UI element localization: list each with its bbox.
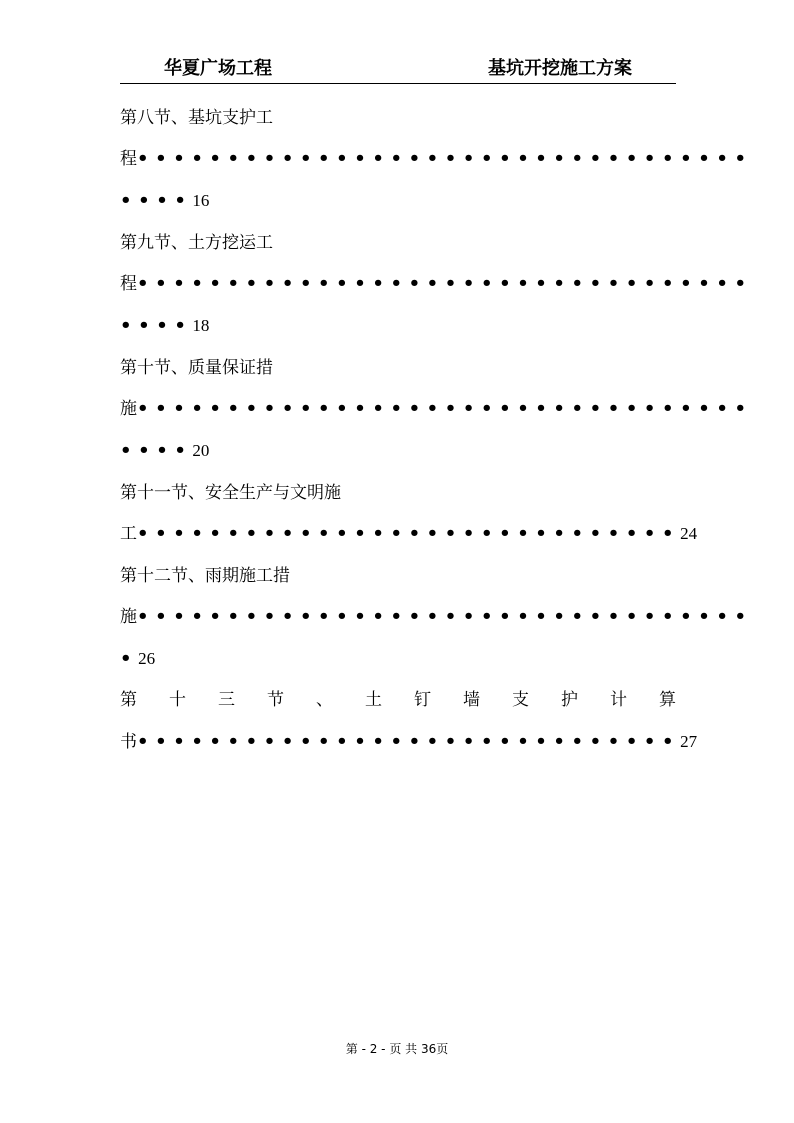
toc-entry-page-line[interactable] (120, 189, 209, 212)
dot-leader: •••••••••••••••••••••••••••••••••• (137, 147, 753, 169)
toc-entry-leader-line: 程•••••••••••••••••••••••••••••••••• (120, 272, 753, 294)
toc-entry-page-line[interactable] (120, 439, 209, 462)
toc-entry-title-justified (120, 689, 676, 711)
dot-leader: •••••••••••••••••••••••••••••••••• (137, 605, 753, 627)
toc-entry-title: 第十一节、安全生产与文明施 (120, 482, 341, 503)
toc-entry-title: 第十二节、雨期施工措 (120, 565, 290, 586)
title-char: 支 (512, 690, 529, 710)
title-char: 节 (267, 690, 284, 710)
running-header (120, 56, 676, 82)
page-footer: 第 - 2 - 页 共 36页 (345, 1042, 449, 1056)
toc-entry-title: 第十节、质量保证措 (120, 357, 273, 378)
dot-leader: •••••••••••••••••••••••••••••• (137, 730, 681, 752)
title-char: 护 (561, 690, 578, 710)
title-char: 算 (659, 690, 676, 710)
page-number: 16 (192, 190, 210, 210)
title-char: 十 (169, 690, 186, 710)
toc-entry-title: 第八节、基坑支护工 (120, 107, 273, 128)
dot-leader: •••••••••••••••••••••••••••••••••• (137, 272, 753, 294)
dot-leader: •••• (120, 314, 193, 336)
toc-entry-leader-line: 程•••••••••••••••••••••••••••••••••• (120, 147, 753, 169)
toc-entry-leader-line[interactable]: 书••••••••••••••••••••••••••••••27 (120, 730, 698, 752)
toc-entry-leader-line: 施•••••••••••••••••••••••••••••••••• (120, 397, 753, 419)
title-char: 第 (120, 690, 137, 710)
page-number: 27 (680, 731, 698, 751)
title-char: 、 (316, 690, 333, 710)
dot-leader: •••• (120, 189, 193, 211)
page-number: 26 (138, 648, 156, 668)
toc-entry-page-line[interactable] (120, 647, 155, 670)
header-rule (120, 83, 676, 84)
toc-entry-leader-line[interactable]: 工••••••••••••••••••••••••••••••24 (120, 522, 698, 544)
toc-entry-page-line[interactable] (120, 314, 209, 337)
page-number: 20 (192, 440, 210, 460)
title-char: 钉 (414, 690, 431, 710)
dot-leader: •••••••••••••••••••••••••••••• (137, 522, 681, 544)
page-number: 18 (192, 315, 210, 335)
title-char: 计 (610, 690, 627, 710)
title-char: 墙 (463, 690, 480, 710)
dot-leader: • (120, 647, 139, 669)
header-project-title: 华夏广场工程 (164, 58, 272, 79)
toc-entry-leader-line: 施•••••••••••••••••••••••••••••••••• (120, 605, 753, 627)
title-char: 三 (218, 690, 235, 710)
dot-leader: •••••••••••••••••••••••••••••••••• (137, 397, 753, 419)
dot-leader: •••• (120, 439, 193, 461)
toc-entry-title: 第九节、土方挖运工 (120, 232, 273, 253)
header-document-title: 基坑开挖施工方案 (488, 58, 632, 79)
title-char: 土 (365, 690, 382, 710)
page-number: 24 (680, 523, 698, 543)
